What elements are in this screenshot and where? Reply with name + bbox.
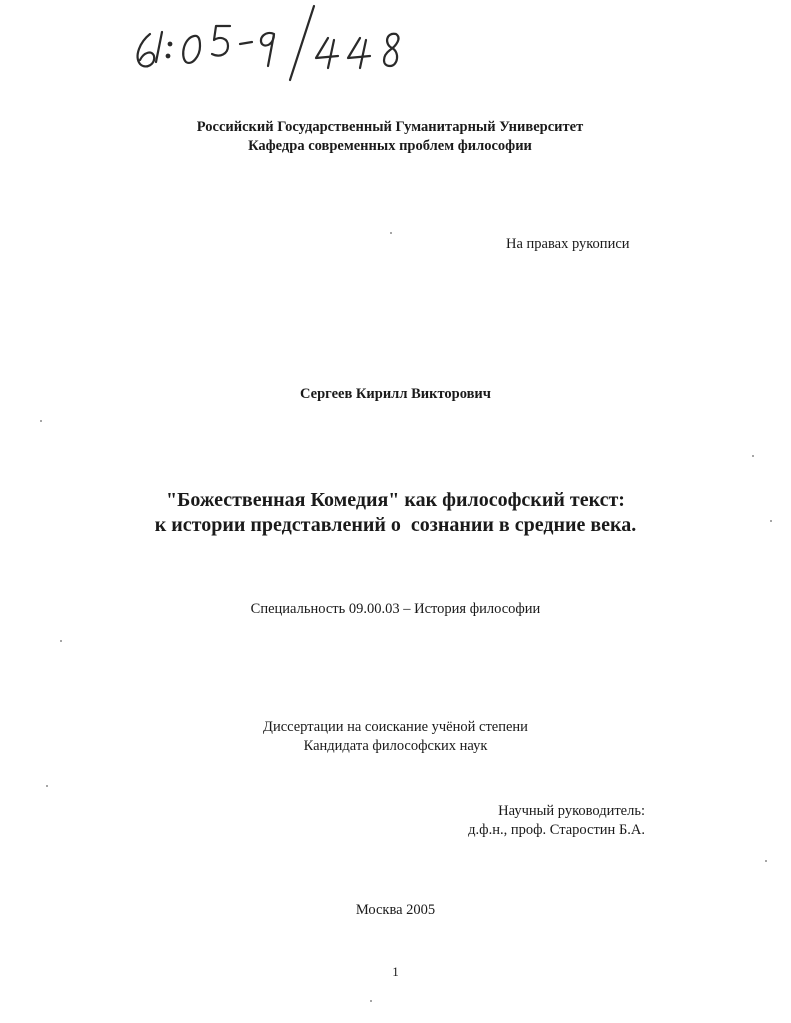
advisor-label: Научный руководитель:	[498, 803, 645, 819]
advisor-name: д.ф.н., проф. Старостин Б.А.	[468, 822, 645, 838]
scan-speck	[46, 785, 48, 787]
rights-note: На правах рукописи	[506, 236, 630, 252]
institution-block	[40, 118, 740, 156]
degree-line-2: Кандидата философских наук	[303, 738, 488, 754]
city-year: Москва 2005	[355, 902, 436, 918]
scan-speck	[390, 232, 392, 234]
page-number: 1	[392, 964, 399, 979]
university-name: Российский Государственный Гуманитарный Университет	[196, 119, 584, 135]
advisor-block	[468, 802, 645, 840]
scan-speck	[765, 860, 767, 862]
department-name: Кафедра современных проблем философии	[248, 138, 532, 154]
scan-speck	[370, 1000, 372, 1002]
dissertation-title	[40, 488, 751, 538]
degree-block	[0, 718, 791, 756]
scan-speck	[60, 640, 62, 642]
degree-line-1: Диссертации на соискание учёной степени	[263, 719, 528, 735]
scan-speck	[40, 420, 42, 422]
author-name: Сергеев Кирилл Викторович	[300, 386, 491, 402]
scan-speck	[770, 520, 772, 522]
title-line-2: к истории представлений о сознании в средние века.	[154, 514, 637, 536]
title-line-1: "Божественная Комедия" как философский текст:	[166, 489, 625, 511]
specialty: Специальность 09.00.03 – История философии	[250, 601, 541, 617]
scan-speck	[752, 455, 754, 457]
handwritten-archive-code	[128, 4, 428, 84]
